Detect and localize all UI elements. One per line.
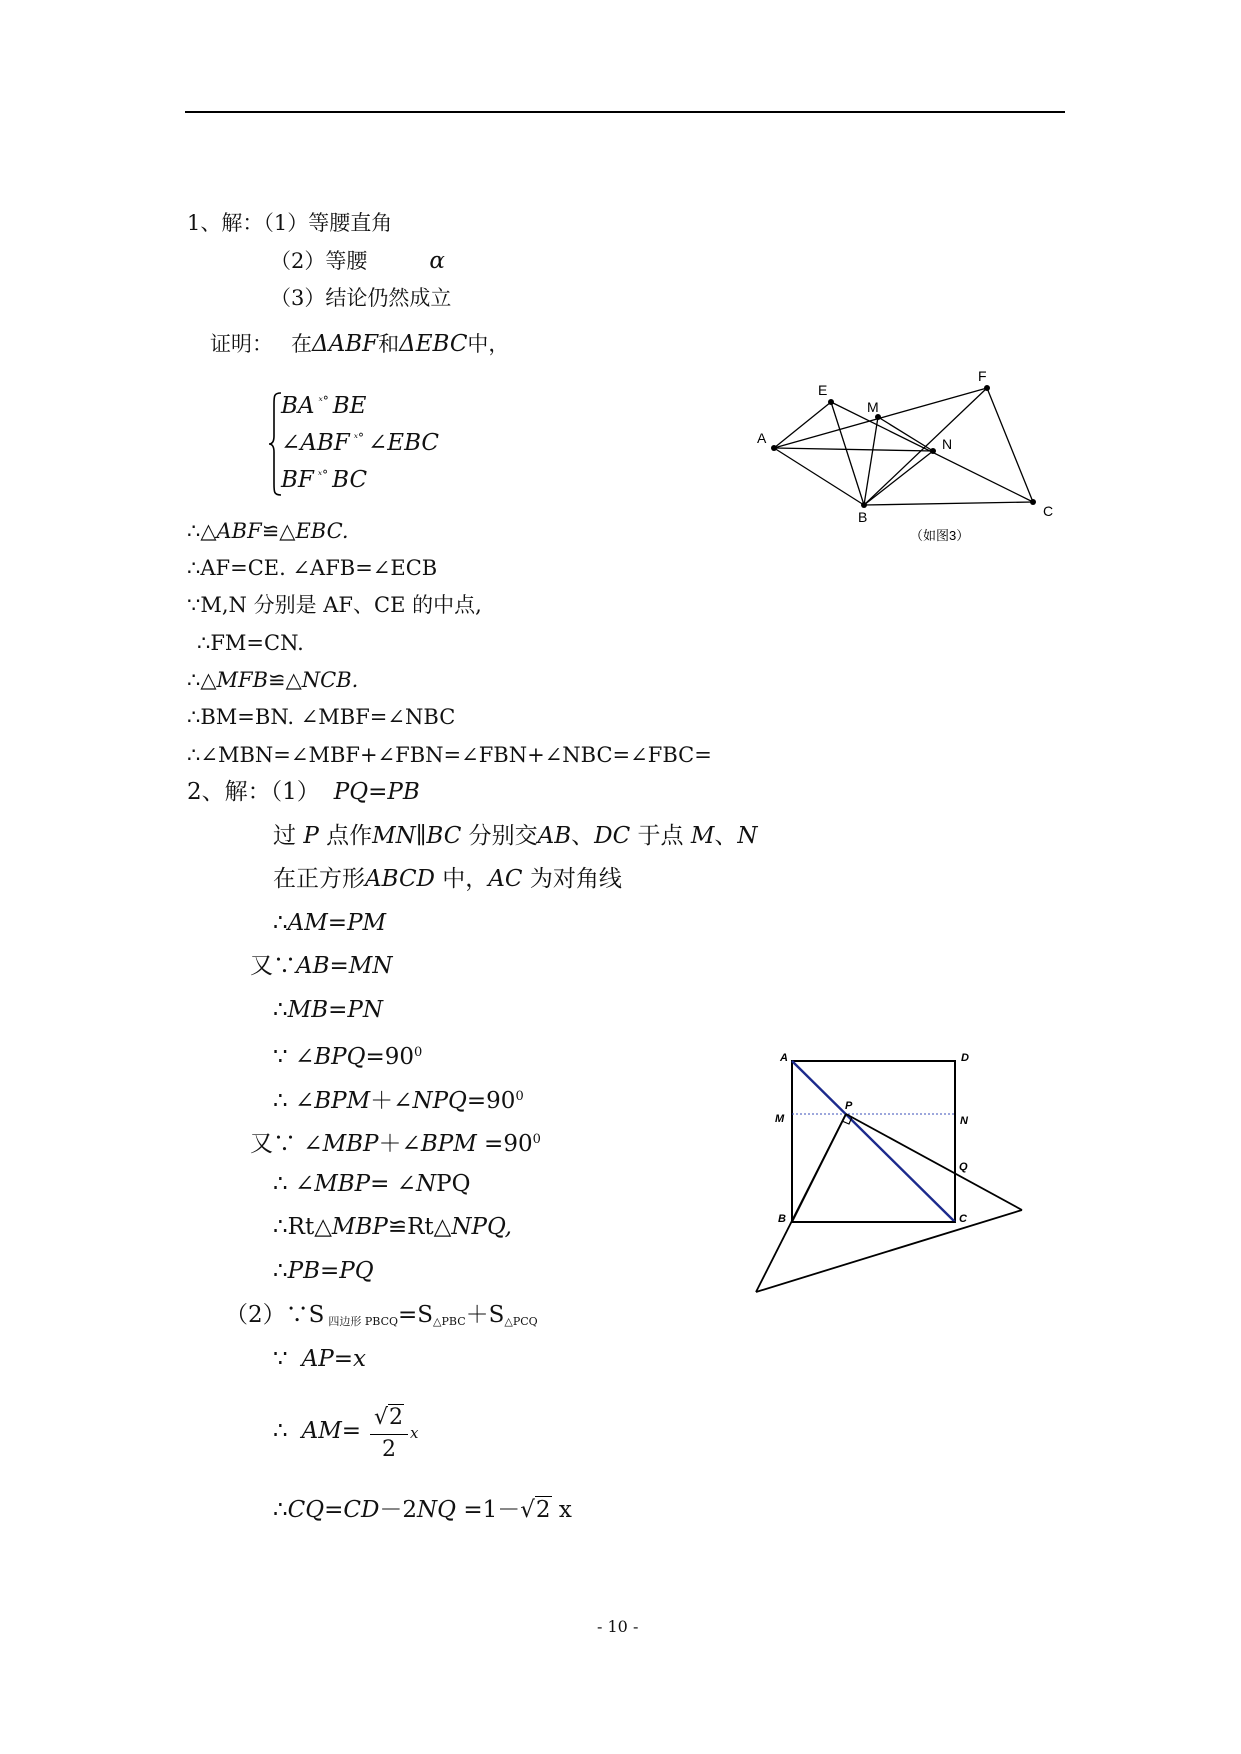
page-number: - 10 -	[597, 1617, 639, 1636]
proof-intro: 证明： 在ΔABF和ΔEBC中，	[210, 331, 510, 357]
q1-step-7: ∴∠MBN=∠MBF+∠FBN=∠FBN+∠NBC=∠FBC=	[187, 743, 712, 767]
q2-heading: 2、解：（1） PQ=PB	[187, 779, 420, 805]
fig3-label-c: C	[1043, 503, 1054, 519]
q2-line-9: ∴ ∠MBP= ∠NPQ	[273, 1171, 471, 1197]
figure-3	[750, 360, 1070, 550]
q2-line-5: ∴MB=PN	[273, 997, 383, 1023]
fig-sq-label-p: P	[845, 1100, 853, 1112]
q2-line-4: 又∵AB=MN	[250, 953, 393, 979]
q1-step-5: ∴△MFB≌△NCB.	[187, 668, 359, 692]
q2-line-3: ∴AM=PM	[273, 910, 387, 936]
q1-part3: （3）结论仍然成立	[270, 286, 452, 310]
q2-line-8: 又∵ ∠MBP＋∠BPM $=90^0$	[250, 1131, 541, 1157]
fig3-label-a: A	[757, 430, 767, 446]
fig-sq-label-q: Q	[959, 1161, 968, 1173]
fig3-label-n: N	[942, 436, 953, 452]
q2-part2-line-2: ∵ AP=x	[273, 1346, 366, 1372]
q2-part2-line-4: ∴CQ=CD－2NQ =1－√2 x	[273, 1497, 572, 1523]
diagonal-ac	[792, 1061, 955, 1222]
fraction-x: x	[410, 1424, 419, 1442]
fig3-label-b: B	[858, 509, 868, 525]
q2-line-11: ∴PB=PQ	[273, 1258, 374, 1284]
system-row-1: BA $^{ˣ^\circ}$ BE	[281, 393, 367, 419]
system-row-2: ∠ABF $^{ˣ^\circ}$ ∠EBC	[281, 430, 440, 456]
fig-sq-label-m: M	[775, 1113, 785, 1125]
header-rule	[185, 111, 1065, 113]
brace-icon	[268, 392, 282, 496]
q1-step-4: ∴FM=CN.	[197, 631, 304, 655]
q2-part2-line-3: ∴ AM=	[273, 1418, 362, 1444]
system-row-3: BF $^{ˣ^\circ}$ BC	[281, 467, 368, 493]
q1-part2: （2）等腰 α	[270, 248, 445, 274]
q2-line-7: ∴ $\angle BPM+\angle NPQ=90^0$	[273, 1088, 524, 1114]
fig-sq-label-d: D	[961, 1052, 969, 1064]
fraction-sqrt2-over-2: √2 2	[370, 1404, 408, 1463]
figure-square	[750, 1040, 1040, 1310]
fig-sq-label-b: B	[778, 1213, 786, 1225]
q1-step-6: ∴BM=BN. ∠MBF=∠NBC	[187, 705, 456, 729]
q2-line-10: ∴Rt△MBP≌Rt△NPQ,	[273, 1214, 512, 1240]
fig-sq-label-c: C	[959, 1213, 967, 1225]
fig3-caption: （如图3）	[910, 528, 970, 543]
fig-sq-label-a: A	[780, 1052, 788, 1064]
q1-step-2: ∴AF=CE. ∠AFB=∠ECB	[187, 556, 438, 580]
q1-step-3: ∵M,N 分别是 AF、CE 的中点,	[187, 593, 482, 617]
q2-line-2: 在正方形ABCD 中，AC 为对角线	[273, 866, 622, 892]
figure-3-points	[771, 385, 1036, 508]
fig3-label-e: E	[818, 382, 828, 398]
alpha-symbol: α	[429, 248, 445, 274]
figure-3-lines	[774, 388, 1033, 505]
fig3-label-m: M	[867, 399, 879, 415]
fig-sq-label-n: N	[960, 1115, 968, 1127]
q2-line-6: ∵ $\angle BPQ=90^0$	[273, 1044, 423, 1070]
figure-square-triangles	[756, 1114, 1022, 1292]
q1-heading: 1、解：（1）等腰直角	[187, 211, 393, 235]
q2-part2-line-1: （2）∵S $_{四边形 PBCQ}=S_{\triangle PBC}+S_{\triangle PCQ}$	[225, 1302, 538, 1328]
q2-line-1: 过 P 点作MN∥BC 分别交AB、DC 于点 M、N	[273, 823, 758, 849]
fig3-label-f: F	[978, 368, 987, 384]
q1-step-1: ∴△ABF≌△EBC.	[187, 519, 349, 543]
